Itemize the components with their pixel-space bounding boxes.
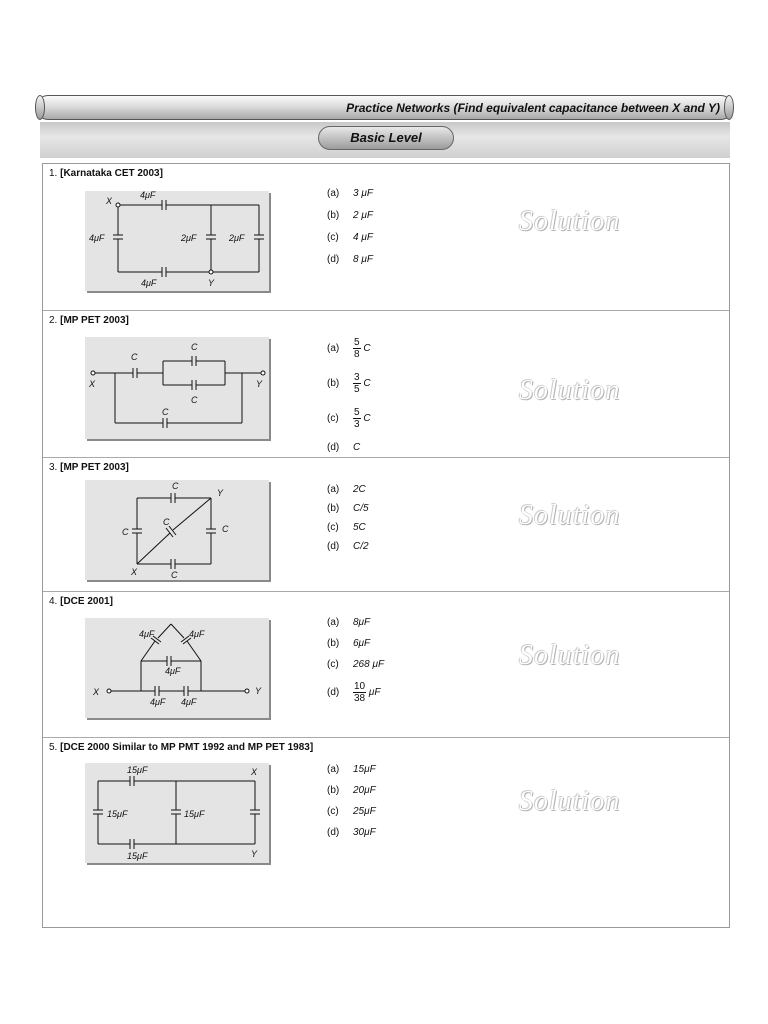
solution-link[interactable]: Solution [519,640,621,671]
circuit-diagram-4 [85,618,269,718]
question-4 [43,592,729,738]
cap-label: C [222,524,229,534]
question-source: [Karnataka CET 2003] [60,168,163,179]
question-3-header [49,462,129,473]
node-label-x: X [93,687,100,697]
option-c[interactable]: (c) 4 μF [327,232,373,243]
cap-label: 2μF [181,233,197,243]
banner-right-cap [724,95,734,120]
solution-link[interactable]: Solution [519,375,621,406]
solution-link[interactable]: Solution [519,206,621,237]
option-b[interactable]: (b) $\frac{3}{5}$ C [327,372,371,395]
node-label-x: X [131,567,138,577]
question-2-header [49,315,129,326]
banner-left-cap [35,95,45,120]
question-source: [DCE 2000 Similar to MP PMT 1992 and MP PET 1983] [60,742,314,753]
cap-label: 4μF [139,629,155,639]
node-label-x: X [106,196,113,206]
question-number: 4. [49,596,58,607]
option-a[interactable]: (a) 8μF [327,617,371,628]
cap-label: C [191,395,198,405]
option-b[interactable]: (b) 6μF [327,638,371,649]
cap-label: C [171,570,178,580]
solution-link[interactable]: Solution [519,500,621,531]
level-badge: Basic Level [318,126,454,150]
node-label-y: Y [255,686,262,696]
cap-label: 15μF [184,809,205,819]
option-a[interactable]: (a) 3 μF [327,188,373,199]
node-label-y: Y [208,278,215,288]
cap-label: 4μF [89,233,105,243]
page-title-sub: (Find equivalent capacitance between X and Y) [453,101,720,115]
question-number: 2. [49,315,58,326]
page-title-main: Practice Networks [346,101,451,115]
cap-label: 4μF [181,697,197,707]
question-1 [43,164,729,311]
header-banner [36,95,733,120]
node-label-y: Y [251,849,258,859]
option-d[interactable]: (d) 8 μF [327,254,373,265]
cap-label: 15μF [127,851,148,861]
question-number: 3. [49,462,58,473]
option-a[interactable]: (a) 15μF [327,764,376,775]
option-b[interactable]: (b) C/5 [327,503,369,514]
question-2 [43,311,729,458]
option-c[interactable]: (c) 5C [327,522,366,533]
circuit-diagram-5 [85,763,269,863]
option-d[interactable]: (d) $\frac{10}{38}$ μF [327,681,381,704]
cap-label: 2μF [229,233,245,243]
cap-label: 4μF [140,191,156,200]
solution-link[interactable]: Solution [519,786,621,817]
option-c[interactable]: (c) 268 μF [327,659,385,670]
option-a[interactable]: (a) $\frac{5}{8}$ C [327,337,371,360]
question-source: [MP PET 2003] [60,315,129,326]
option-d[interactable]: (d) 30μF [327,827,376,838]
circuit-diagram-3 [85,480,269,580]
question-5-header [49,742,313,753]
cap-label: 15μF [127,765,148,775]
cap-label: C [163,517,170,527]
cap-label: 4μF [165,666,181,676]
circuit-diagram-2 [85,337,269,439]
option-b[interactable]: (b) 20μF [327,785,376,796]
question-5 [43,738,729,927]
option-d[interactable]: (d) C [327,442,361,453]
question-source: [MP PET 2003] [60,462,129,473]
questions-frame [42,163,730,928]
question-4-header [49,596,113,607]
circuit-diagram-1 [85,191,269,291]
option-c[interactable]: (c) 25μF [327,806,376,817]
option-b[interactable]: (b) 2 μF [327,210,373,221]
cap-label: C [131,352,138,362]
page-title [346,101,720,115]
question-1-header [49,168,163,179]
option-a[interactable]: (a) 2C [327,484,366,495]
cap-label: C [162,407,169,417]
cap-label: 4μF [150,697,166,707]
cap-label: C [172,481,179,491]
cap-label: 15μF [107,809,128,819]
option-d[interactable]: (d) C/2 [327,541,369,552]
question-number: 5. [49,742,58,753]
cap-label: C [191,342,198,352]
question-source: [DCE 2001] [60,596,113,607]
option-c[interactable]: (c) $\frac{5}{3}$ C [327,407,371,430]
question-number: 1. [49,168,58,179]
cap-label: C [122,527,129,537]
cap-label: 4μF [189,629,205,639]
node-label-y: Y [217,488,224,498]
node-label-x: X [251,767,258,777]
node-label-y: Y [256,379,263,389]
node-label-x: X [89,379,96,389]
cap-label: 4μF [141,278,157,288]
question-3 [43,458,729,592]
